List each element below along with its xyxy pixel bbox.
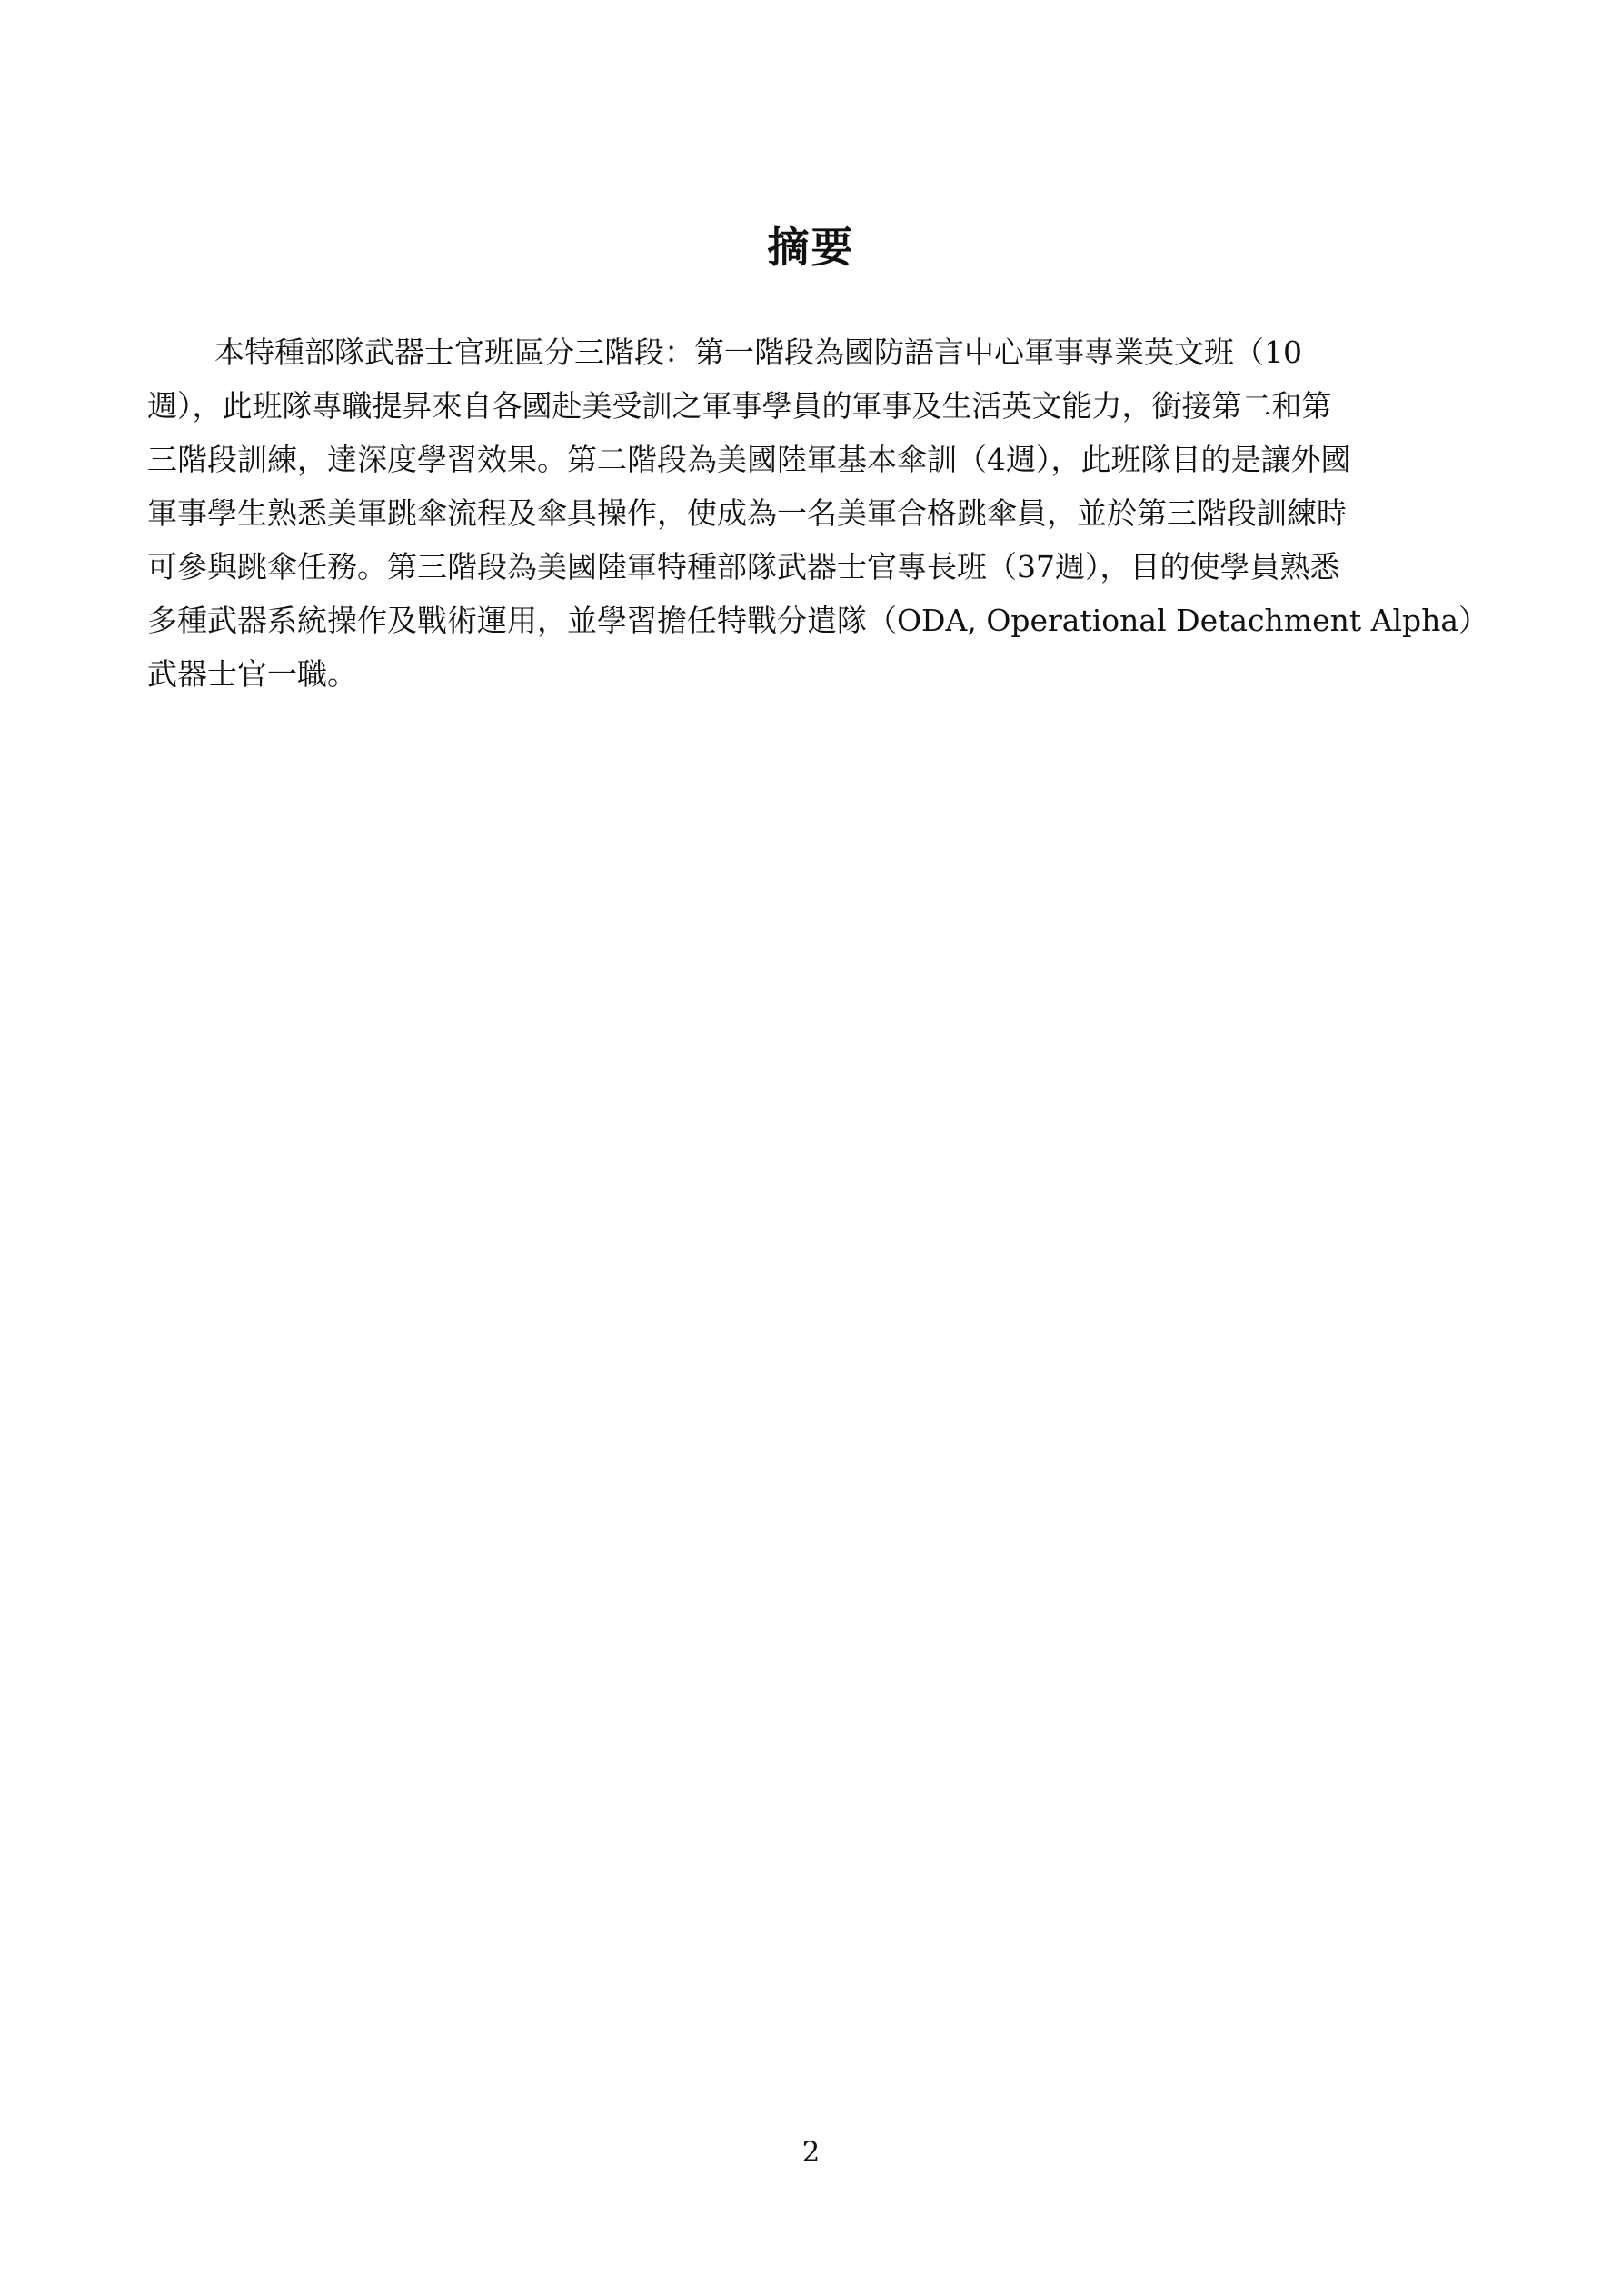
- abstract-line-6: 多種武器系統操作及戰術運用，並學習擔任特戰分遣隊（ODA, Operational Detachment Alpha）: [147, 603, 1489, 638]
- abstract-line-5: 可參與跳傘任務。第三階段為美國陸軍特種部隊武器士官專長班（37週），目的使學員熟悉: [147, 549, 1340, 584]
- abstract-line-3: 三階段訓練，達深度學習效果。第二階段為美國陸軍基本傘訓（4週），此班隊目的是讓外國: [147, 442, 1351, 477]
- abstract-line-2: 週），此班隊專職提昇來自各國赴美受訓之軍事學員的軍事及生活英文能力，銜接第二和第: [147, 388, 1332, 424]
- abstract-line-7: 武器士官一職。: [147, 656, 357, 692]
- abstract-line-4: 軍事學生熟悉美軍跳傘流程及傘具操作，使成為一名美軍合格跳傘員，並於第三階段訓練時: [147, 495, 1347, 531]
- abstract-title: 摘要: [767, 223, 855, 272]
- abstract-body: [147, 325, 1489, 701]
- page-number: 2: [801, 2136, 821, 2169]
- abstract-line-1: 本特種部隊武器士官班區分三階段：第一階段為國防語言中心軍事專業英文班（10: [214, 334, 1302, 370]
